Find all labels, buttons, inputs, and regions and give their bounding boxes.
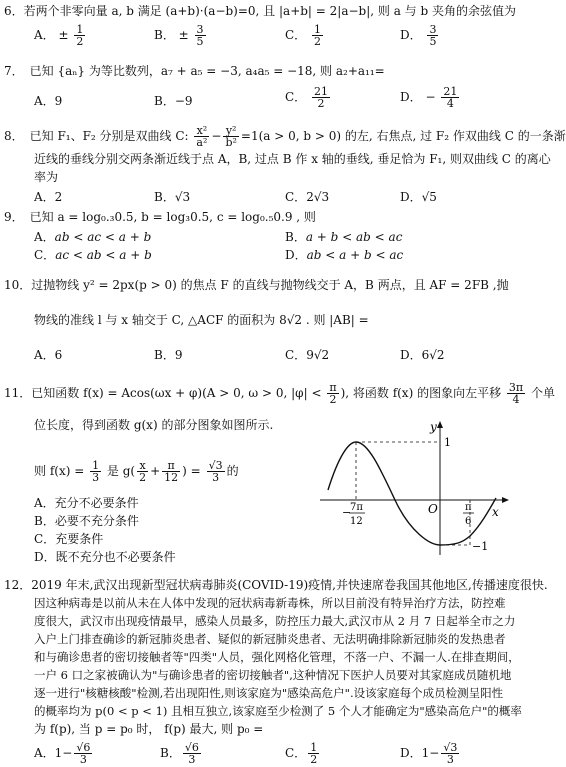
- q12-option-b[interactable]: [160, 742, 203, 765]
- q10-option-b[interactable]: [154, 348, 182, 362]
- q6-option-b[interactable]: [154, 24, 208, 47]
- q8-option-c[interactable]: [285, 190, 329, 204]
- q6-option-d[interactable]: [400, 24, 440, 47]
- frac-den: 2: [76, 35, 84, 48]
- fraction: [327, 382, 338, 405]
- option-text: −9: [174, 94, 193, 108]
- option-label: B．: [154, 190, 175, 204]
- q12-line-7: 逐一进行"核糖核酸"检测,若出现阳性,则该家庭为"感染高危户".设该家庭每个成员检测呈阳性: [34, 686, 504, 700]
- frac-den: 2: [310, 753, 318, 766]
- frac-num: √6: [184, 741, 199, 754]
- frac-num: 1: [76, 23, 84, 36]
- option-label: D．: [400, 746, 422, 760]
- q9-option-d[interactable]: [285, 248, 403, 262]
- frac-den: 5: [429, 35, 437, 48]
- frac-num: 3: [196, 23, 204, 36]
- q10-stem-line1: 10．过抛物线 y² = 2px(p > 0) 的焦点 F 的直线与抛物线交于 A，B 两点，且 AF = 2FB ,抛: [4, 278, 509, 292]
- frac-den: 12: [164, 471, 179, 484]
- option-label: C．: [285, 28, 307, 42]
- option-prefix: 1−: [54, 746, 73, 760]
- q8-stem-line3: 率为: [34, 170, 59, 184]
- q7-stem: 7． 已知 {aₙ} 为等比数列，a₇ + a₅ = −3, a₄a₅ = −18, 则 a₂+a₁₁=: [4, 64, 385, 78]
- fraction: [194, 125, 209, 148]
- y-max-label: 1: [444, 436, 451, 449]
- option-label: C．: [285, 348, 307, 362]
- q12-line-8: 的概率均为 p(0 < p < 1) 且相互独立,该家庭至少检测了 5 个人才能确定为"感染高危户"的概率: [34, 704, 522, 718]
- q7-option-a[interactable]: [34, 94, 62, 108]
- fraction: [312, 24, 323, 47]
- frac-den: 3: [92, 471, 100, 484]
- q11-option-d[interactable]: [34, 550, 176, 564]
- option-label: B．: [154, 28, 175, 42]
- q10-option-c[interactable]: [285, 348, 329, 362]
- frac-den: 4: [507, 393, 525, 405]
- x-axis-arrow: [502, 497, 509, 503]
- fraction: [507, 382, 525, 405]
- fraction: [427, 24, 438, 47]
- q11-stem-part: +: [150, 464, 161, 478]
- frac-num: 3π: [508, 381, 524, 394]
- frac-den: 3: [183, 753, 201, 765]
- option-prefix: 1−: [421, 746, 440, 760]
- q12-line-9: 为 f(p), 当 p = p₀ 时， f(p) 最大, 则 p₀ =: [34, 722, 264, 736]
- frac-num: π: [329, 381, 337, 394]
- fraction: [162, 460, 180, 483]
- q8-stem-line2: 近线的垂线分别交两条渐近线于点 A，B, 过点 B 作 x 轴的垂线, 垂足恰为 F₁, 则双曲线 C 的离心: [34, 152, 551, 166]
- left-tick-sign: −: [342, 506, 352, 519]
- q12-option-d[interactable]: [400, 742, 461, 765]
- fraction: [74, 24, 85, 47]
- option-text: 9√2: [306, 348, 330, 362]
- q12-line-2: 因这种病毒是以前从未在人体中发现的冠状病毒新毒株，所以目前没有特异治疗方法，防控难: [34, 596, 506, 610]
- option-label: A．: [34, 230, 55, 244]
- q11-stem-line3: [34, 460, 239, 483]
- option-sign: ±: [178, 28, 189, 42]
- frac-num: 1: [314, 23, 322, 36]
- q7-option-d[interactable]: [400, 86, 461, 109]
- q6-option-c[interactable]: [285, 24, 325, 47]
- q12-line-3: 度很大，武汉市出现疫情最早，感染人员最多，防控压力最大,武汉市从 2 月 7 日起举全市之力: [34, 614, 516, 628]
- frac-den: 3: [74, 753, 92, 765]
- option-label: B．: [160, 746, 181, 760]
- frac-num: x: [139, 459, 146, 472]
- option-sign: ±: [58, 28, 69, 42]
- option-text: 必要不充分条件: [54, 514, 139, 528]
- option-label: C．: [285, 746, 307, 760]
- q10-option-d[interactable]: [400, 348, 445, 362]
- option-text: 2: [54, 190, 63, 204]
- frac-num: y²: [225, 124, 237, 137]
- option-label: D．: [400, 190, 422, 204]
- option-label: A．: [34, 496, 55, 510]
- q11-function-graph: [320, 420, 510, 560]
- option-label: D．: [400, 90, 422, 104]
- q12-line-6: 一户 6 口之家被确认为"与确诊患者的密切接触者",这种情况下医护人员要对其家庭成员随机地: [34, 668, 512, 682]
- frac-num: π: [167, 459, 175, 472]
- q11-option-c[interactable]: [34, 532, 103, 546]
- q11-stem-part: 11．已知函数 f(x) = Acos(ωx + φ)(A > 0, ω > 0, |φ| <: [4, 386, 322, 400]
- q11-stem-part: ) =: [182, 464, 201, 478]
- q12-option-a[interactable]: [34, 742, 94, 765]
- option-label: B．: [154, 94, 175, 108]
- q8-stem-line1: 8． 已知 F₁、F₂ 分别是双曲线 C: $\frac{\text{x²}}{\text{a²}}$ − $\frac{\text{y²}}{\text{b²}}$ =1(a > 0, b > 0) 的左, 右焦点, 过 F₂ 作双曲线 C 的一条渐: [4, 124, 566, 149]
- q12-option-c[interactable]: [285, 742, 321, 765]
- option-label: C．: [285, 90, 307, 104]
- fraction: [195, 24, 206, 47]
- frac-num: √3: [443, 741, 458, 754]
- q7-option-b[interactable]: [154, 94, 193, 108]
- q12-line-4: 入户上门排查确诊的新冠肺炎患者、疑似的新冠肺炎患者、无法明确排除新冠肺炎的发热患者: [34, 632, 506, 646]
- q10-stem-line2: 物线的准线 l 与 x 轴交于 C, △ACF 的面积为 8√2 . 则 |AB| =: [34, 313, 369, 327]
- option-label: A．: [34, 746, 55, 760]
- option-label: A．: [34, 94, 55, 108]
- y-axis-label: y: [430, 420, 437, 434]
- frac-den: a²: [196, 136, 208, 149]
- option-text: 9: [54, 94, 63, 108]
- option-label: B．: [285, 230, 306, 244]
- fraction: [441, 742, 459, 765]
- option-text: a + b < ab < ac: [305, 230, 403, 244]
- q10-option-a[interactable]: [34, 348, 62, 362]
- q9-option-a[interactable]: [34, 230, 151, 244]
- frac-num: 1: [310, 741, 318, 754]
- left-tick-num: 7π: [350, 502, 363, 513]
- q8-stem-part: 8． 已知 F₁、F₂ 分别是双曲线 C:: [4, 129, 189, 143]
- q6-stem: 6．若两个非零向量 a, b 满足 (a+b)·(a−b)=0, 且 |a+b| = 2|a−b|, 则 a 与 b 夹角的余弦值为: [4, 4, 516, 18]
- option-label: D．: [285, 248, 307, 262]
- option-sign: −: [425, 90, 436, 104]
- q11-stem-part: ), 将函数 f(x) 的图象向左平移: [340, 386, 502, 400]
- frac-den: 4: [441, 97, 459, 109]
- frac-den: 3: [441, 753, 459, 765]
- cosine-curve: [328, 442, 496, 545]
- q8-option-b[interactable]: [154, 190, 190, 204]
- option-text: √3: [174, 190, 191, 204]
- q11-option-b[interactable]: [34, 514, 139, 528]
- option-label: A．: [34, 190, 55, 204]
- frac-den: 2: [139, 471, 147, 484]
- q12-line-1: 12．2019 年末,武汉出现新型冠状病毒肺炎(COVID-19)疫情,并快速席卷我国其他地区,传播速度很快.: [4, 578, 548, 592]
- x-axis-label: x: [492, 505, 499, 519]
- fraction: [90, 460, 101, 483]
- frac-den: 3: [207, 471, 225, 483]
- fraction: [312, 86, 330, 109]
- option-text: ab < ac < a + b: [54, 230, 152, 244]
- y-min-label: −1: [472, 540, 489, 553]
- q9-option-c[interactable]: [34, 248, 152, 262]
- frac-num: 1: [92, 459, 100, 472]
- option-label: C．: [34, 532, 56, 546]
- frac-den: 2: [327, 393, 338, 405]
- fraction: [207, 460, 225, 483]
- option-label: A．: [34, 348, 55, 362]
- option-label: A．: [34, 28, 55, 42]
- q8-option-d[interactable]: [400, 190, 437, 204]
- fraction: [74, 742, 92, 765]
- option-label: B．: [34, 514, 55, 528]
- fraction: [183, 742, 201, 765]
- frac-num: 3: [429, 23, 437, 36]
- q8-option-a[interactable]: [34, 190, 62, 204]
- frac-num: x²: [196, 124, 208, 137]
- option-text: 2√3: [306, 190, 330, 204]
- frac-den: 5: [196, 35, 204, 48]
- origin-label: O: [428, 502, 438, 516]
- q11-stem-line2: 位长度，得到函数 g(x) 的部分图象如图所示.: [34, 418, 274, 432]
- q11-stem-part: 个单: [530, 386, 555, 400]
- q9-stem: 9． 已知 a = log₀.₃0.5, b = log₃0.5, c = log₀.₅0.9 , 则: [4, 210, 316, 224]
- fraction: [223, 125, 238, 148]
- q6-option-a[interactable]: [34, 24, 87, 47]
- frac-den: b²: [225, 136, 237, 149]
- y-axis-arrow: [437, 421, 443, 428]
- q11-stem-part: 的: [226, 464, 239, 478]
- option-label: D．: [400, 28, 422, 42]
- option-label: D．: [34, 550, 56, 564]
- fraction: [441, 86, 459, 109]
- q12-line-5: 和与确诊患者的密切接触者等"四类"人员，强化网格化管理，不落一户、不漏一人.在排查期间，: [34, 650, 520, 664]
- option-label: C．: [34, 248, 56, 262]
- option-label: B．: [154, 348, 175, 362]
- right-tick-den: 6: [465, 516, 472, 527]
- option-text: √5: [421, 190, 437, 204]
- frac-num: √3: [208, 459, 223, 472]
- option-text: 9: [174, 348, 183, 362]
- q11-option-a[interactable]: [34, 496, 139, 510]
- q9-option-b[interactable]: [285, 230, 402, 244]
- frac-num: 21: [314, 85, 329, 98]
- option-text: 6√2: [421, 348, 445, 362]
- option-text: 充要条件: [55, 532, 104, 546]
- frac-den: 2: [314, 35, 322, 48]
- frac-num: 21: [443, 85, 458, 98]
- option-text: 充分不必要条件: [54, 496, 139, 510]
- q11-stem-part: 是 g(: [106, 464, 136, 478]
- option-text: 6: [54, 348, 63, 362]
- option-label: C．: [285, 190, 307, 204]
- frac-num: √6: [76, 741, 91, 754]
- q7-option-c[interactable]: [285, 86, 332, 109]
- frac-den: 2: [312, 97, 330, 109]
- option-text: ab < a + b < ac: [306, 248, 404, 262]
- option-text: ac < ab < a + b: [55, 248, 152, 262]
- q8-stem-part: =1(a > 0, b > 0) 的左, 右焦点, 过 F₂ 作双曲线 C 的一条渐: [240, 129, 566, 143]
- option-text: 既不充分也不必要条件: [55, 550, 176, 564]
- fraction: [308, 742, 319, 765]
- q11-stem-part: 则 f(x) =: [34, 464, 85, 478]
- fraction: [137, 460, 148, 483]
- left-tick-den: 12: [350, 516, 363, 527]
- option-label: D．: [400, 348, 422, 362]
- right-tick-num: π: [465, 502, 472, 513]
- q11-stem-line1: [4, 382, 555, 405]
